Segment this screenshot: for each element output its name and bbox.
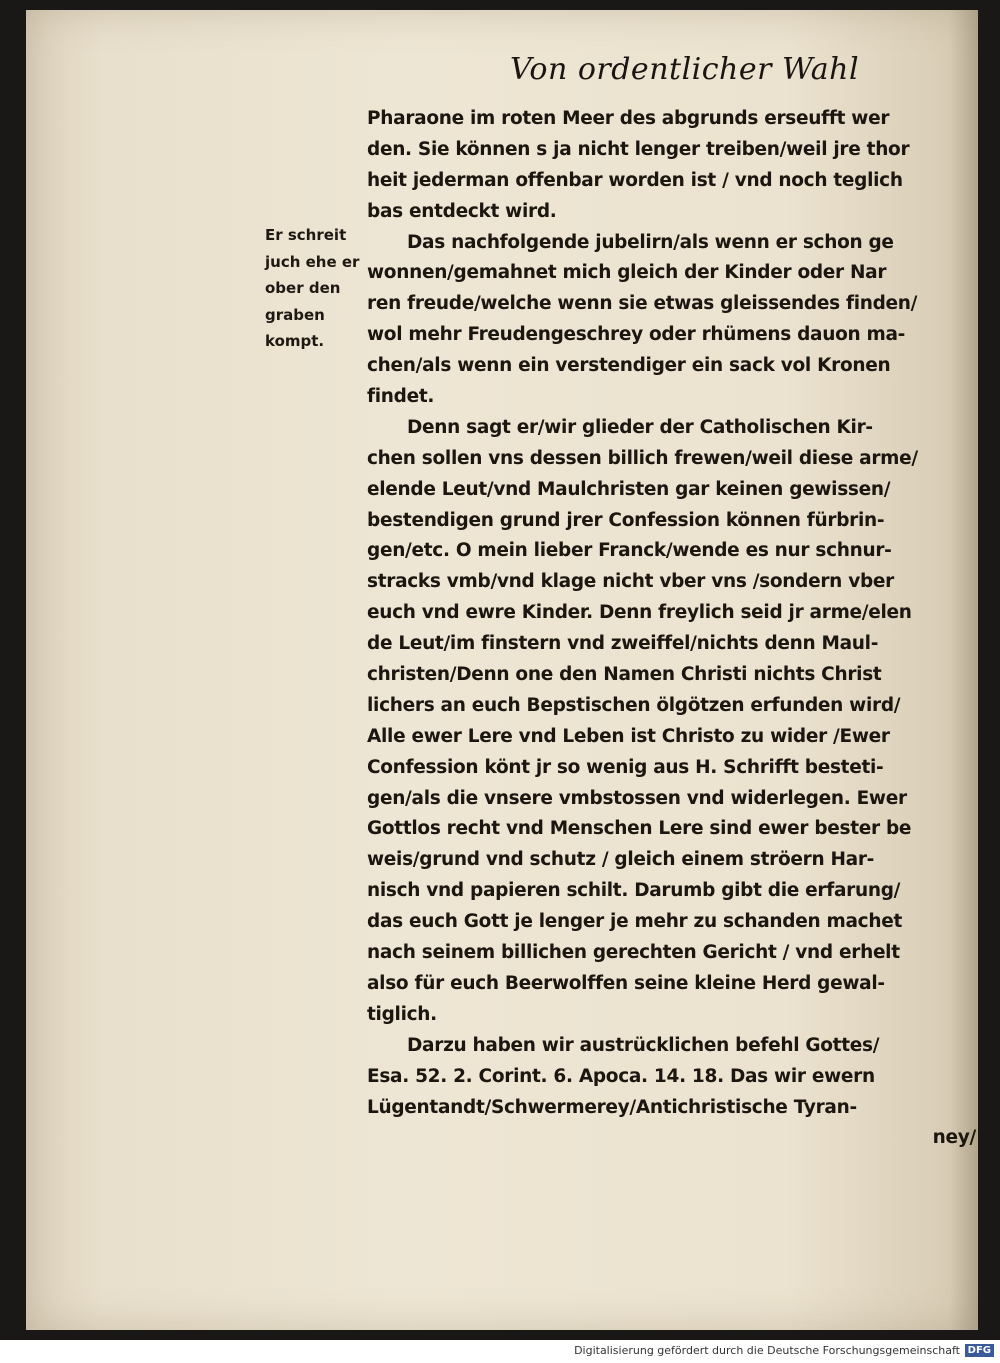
text-line: Esa. 52. 2. Corint. 6. Apoca. 14. 18. Das wir ewern xyxy=(367,1065,875,1087)
marginal-note-line: kompt. xyxy=(265,332,325,351)
text-line: euch vnd ewre Kinder. Denn freylich seid jr arme/elen xyxy=(367,602,912,624)
text-line: tiglich. xyxy=(367,1003,437,1025)
text-line: weis/grund vnd schutz / gleich einem ströern Har- xyxy=(367,849,875,871)
text-line: Pharaone im roten Meer des abgrunds erseufft wer xyxy=(367,108,890,129)
text-line: Lügentandt/Schwermerey/Antichristische Tyran- xyxy=(367,1096,857,1118)
text-line: lichers an euch Bepstischen ölgötzen erfunden wird/ xyxy=(367,694,901,716)
dfg-logo: DFG xyxy=(965,1344,994,1357)
text-line: chen/als wenn ein verstendiger ein sack vol Kronen xyxy=(367,355,891,377)
text-line: findet. xyxy=(367,386,435,408)
text-line: also für euch Beerwolffen seine kleine Herd gewal- xyxy=(367,972,885,994)
footer-bar xyxy=(0,1340,1000,1363)
text-line: chen sollen vns dessen billich frewen/weil diese arme/ xyxy=(367,447,918,469)
text-line: stracks vmb/vnd klage nicht vber vns /sondern vber xyxy=(367,571,894,593)
text-line: de Leut/im finstern vnd zweiffel/nichts denn Maul- xyxy=(367,633,879,655)
text-line: bas entdeckt wird. xyxy=(367,200,557,222)
running-header: Von ordentlicher Wahl xyxy=(510,52,860,87)
text-line: Das nachfolgende jubelirn/als wenn er schon ge xyxy=(407,231,894,253)
text-line: Gottlos recht vnd Menschen Lere sind ewer bester be xyxy=(367,818,912,840)
text-line: gen/etc. O mein lieber Franck/wende es nur schnur- xyxy=(367,540,892,562)
text-line: heit jederman offenbar worden ist / vnd noch teglich xyxy=(367,169,903,191)
text-line: bestendigen grund jrer Confession können fürbrin- xyxy=(367,509,885,531)
text-line: Confession könt jr so wenig aus H. Schrifft besteti- xyxy=(367,756,884,778)
marginal-note-line: juch ehe er xyxy=(265,252,360,271)
text-line: christen/Denn one den Namen Christi nichts Christ xyxy=(367,664,882,686)
marginal-note xyxy=(265,222,365,355)
text-line: nisch vnd papieren schilt. Darumb gibt die erfarung/ xyxy=(367,880,901,902)
text-line: Denn sagt er/wir glieder der Catholischen Kir- xyxy=(407,416,873,438)
text-line: nach seinem billichen gerechten Gericht / vnd erhelt xyxy=(367,942,900,964)
marginal-note-line: Er schreit xyxy=(265,226,347,244)
text-line: Darzu haben wir austrücklichen befehl Gottes/ xyxy=(407,1034,880,1056)
text-line: gen/als die vnsere vmbstossen vnd widerlegen. Ewer xyxy=(367,787,907,809)
text-line: wol mehr Freudengeschrey oder rhümens dauon ma- xyxy=(367,324,906,346)
funding-credit: Digitalisierung gefördert durch die Deutsche Forschungsgemeinschaft xyxy=(574,1344,960,1357)
body-text xyxy=(367,104,982,1154)
text-line: ren freude/welche wenn sie etwas gleissendes finden/ xyxy=(367,293,918,315)
text-line: den. Sie können s ja nicht lenger treiben/weil jre thor xyxy=(367,138,910,160)
text-line: wonnen/gemahnet mich gleich der Kinder oder Nar xyxy=(367,262,887,284)
catchword: ney/ xyxy=(932,1127,976,1149)
text-line: das euch Gott je lenger je mehr zu schanden machet xyxy=(367,911,902,933)
marginal-note-line: graben xyxy=(265,305,325,324)
marginal-note-line: ober den xyxy=(265,279,341,298)
text-line: elende Leut/vnd Maulchristen gar keinen gewissen/ xyxy=(367,478,891,500)
text-line: Alle ewer Lere vnd Leben ist Christo zu wider /Ewer xyxy=(367,725,890,747)
